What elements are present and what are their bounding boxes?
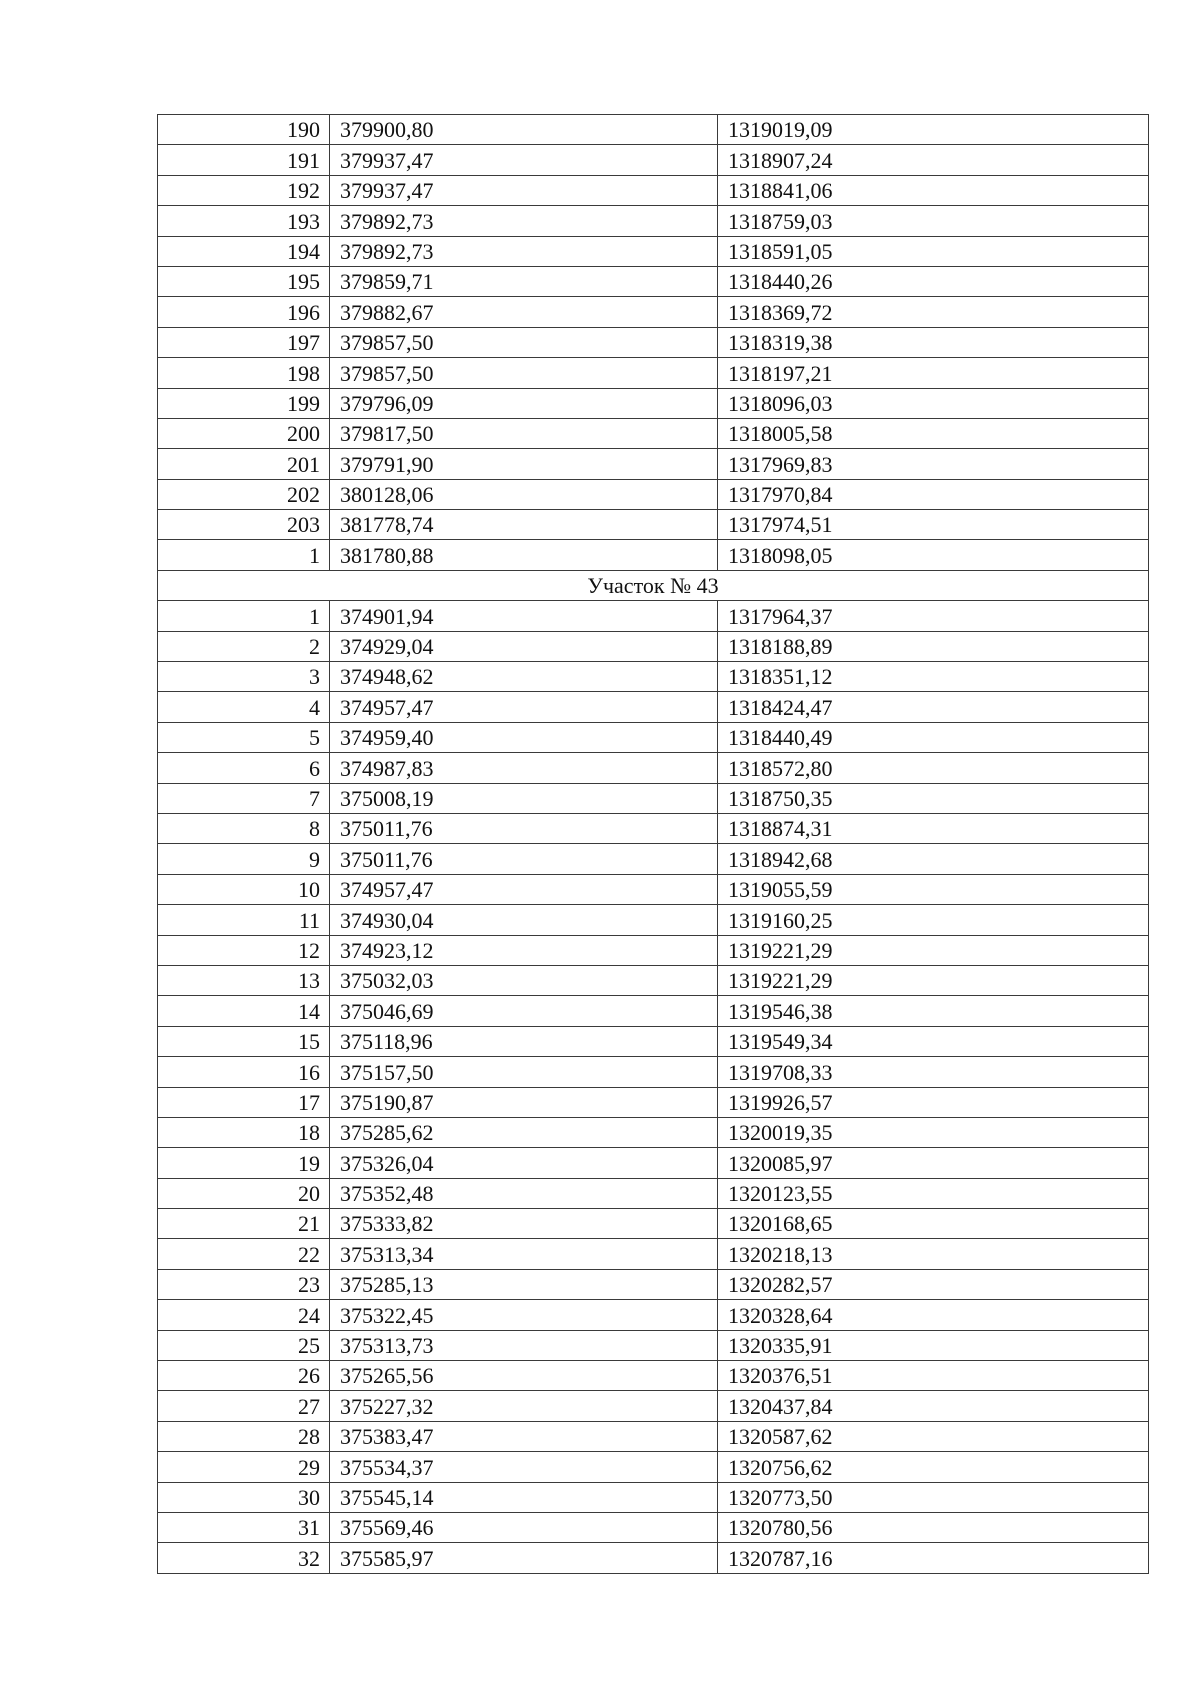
table-row — [158, 358, 1149, 388]
x-coordinate-cell: 374957,47 — [330, 692, 718, 722]
table-row — [158, 388, 1149, 418]
point-number-cell: 5 — [158, 722, 330, 752]
x-coordinate-cell: 374957,47 — [330, 874, 718, 904]
y-coordinate-cell: 1320437,84 — [718, 1391, 1149, 1421]
point-number-cell: 20 — [158, 1178, 330, 1208]
point-number-cell: 191 — [158, 145, 330, 175]
y-coordinate-cell: 1319708,33 — [718, 1057, 1149, 1087]
y-coordinate-cell: 1320282,57 — [718, 1269, 1149, 1299]
table-row — [158, 662, 1149, 692]
x-coordinate-cell: 374901,94 — [330, 601, 718, 631]
point-number-cell: 21 — [158, 1209, 330, 1239]
x-coordinate-cell: 379900,80 — [330, 115, 718, 145]
x-coordinate-cell: 375333,82 — [330, 1209, 718, 1239]
x-coordinate-cell: 375032,03 — [330, 965, 718, 995]
x-coordinate-cell: 374987,83 — [330, 753, 718, 783]
y-coordinate-cell: 1320085,97 — [718, 1148, 1149, 1178]
point-number-cell: 30 — [158, 1482, 330, 1512]
table-row — [158, 1361, 1149, 1391]
table-row — [158, 540, 1149, 570]
table-row — [158, 297, 1149, 327]
y-coordinate-cell: 1319221,29 — [718, 935, 1149, 965]
table-row — [158, 449, 1149, 479]
x-coordinate-cell: 374929,04 — [330, 631, 718, 661]
y-coordinate-cell: 1318591,05 — [718, 236, 1149, 266]
point-number-cell: 14 — [158, 996, 330, 1026]
x-coordinate-cell: 379892,73 — [330, 206, 718, 236]
point-number-cell: 10 — [158, 874, 330, 904]
point-number-cell: 190 — [158, 115, 330, 145]
y-coordinate-cell: 1317964,37 — [718, 601, 1149, 631]
y-coordinate-cell: 1318440,26 — [718, 266, 1149, 296]
point-number-cell: 9 — [158, 844, 330, 874]
y-coordinate-cell: 1320376,51 — [718, 1361, 1149, 1391]
point-number-cell: 24 — [158, 1300, 330, 1330]
y-coordinate-cell: 1319160,25 — [718, 905, 1149, 935]
x-coordinate-cell: 375190,87 — [330, 1087, 718, 1117]
x-coordinate-cell: 379882,67 — [330, 297, 718, 327]
point-number-cell: 195 — [158, 266, 330, 296]
table-row — [158, 479, 1149, 509]
point-number-cell: 22 — [158, 1239, 330, 1269]
table-row — [158, 1300, 1149, 1330]
point-number-cell: 12 — [158, 935, 330, 965]
table-row — [158, 1391, 1149, 1421]
table-row — [158, 145, 1149, 175]
x-coordinate-cell: 375285,62 — [330, 1117, 718, 1147]
x-coordinate-cell: 380128,06 — [330, 479, 718, 509]
table-row — [158, 813, 1149, 843]
section-header-row — [158, 570, 1149, 600]
point-number-cell: 1 — [158, 601, 330, 631]
y-coordinate-cell: 1319926,57 — [718, 1087, 1149, 1117]
table-row — [158, 722, 1149, 752]
y-coordinate-cell: 1319019,09 — [718, 115, 1149, 145]
y-coordinate-cell: 1318188,89 — [718, 631, 1149, 661]
coordinates-table-body — [158, 115, 1149, 1574]
y-coordinate-cell: 1320328,64 — [718, 1300, 1149, 1330]
table-row — [158, 266, 1149, 296]
point-number-cell: 31 — [158, 1512, 330, 1542]
x-coordinate-cell: 381780,88 — [330, 540, 718, 570]
y-coordinate-cell: 1317970,84 — [718, 479, 1149, 509]
point-number-cell: 194 — [158, 236, 330, 266]
point-number-cell: 19 — [158, 1148, 330, 1178]
y-coordinate-cell: 1318319,38 — [718, 327, 1149, 357]
table-row — [158, 844, 1149, 874]
table-row — [158, 753, 1149, 783]
x-coordinate-cell: 379857,50 — [330, 327, 718, 357]
point-number-cell: 2 — [158, 631, 330, 661]
table-row — [158, 236, 1149, 266]
point-number-cell: 8 — [158, 813, 330, 843]
x-coordinate-cell: 375322,45 — [330, 1300, 718, 1330]
y-coordinate-cell: 1320780,56 — [718, 1512, 1149, 1542]
point-number-cell: 6 — [158, 753, 330, 783]
y-coordinate-cell: 1317974,51 — [718, 510, 1149, 540]
point-number-cell: 3 — [158, 662, 330, 692]
table-row — [158, 175, 1149, 205]
x-coordinate-cell: 381778,74 — [330, 510, 718, 540]
table-row — [158, 783, 1149, 813]
x-coordinate-cell: 375157,50 — [330, 1057, 718, 1087]
point-number-cell: 198 — [158, 358, 330, 388]
table-row — [158, 996, 1149, 1026]
point-number-cell: 203 — [158, 510, 330, 540]
x-coordinate-cell: 375534,37 — [330, 1452, 718, 1482]
x-coordinate-cell: 379937,47 — [330, 175, 718, 205]
y-coordinate-cell: 1318942,68 — [718, 844, 1149, 874]
table-row — [158, 1209, 1149, 1239]
y-coordinate-cell: 1320168,65 — [718, 1209, 1149, 1239]
table-row — [158, 1512, 1149, 1542]
x-coordinate-cell: 374959,40 — [330, 722, 718, 752]
x-coordinate-cell: 379937,47 — [330, 145, 718, 175]
table-row — [158, 1148, 1149, 1178]
point-number-cell: 1 — [158, 540, 330, 570]
y-coordinate-cell: 1318907,24 — [718, 145, 1149, 175]
table-row — [158, 1452, 1149, 1482]
y-coordinate-cell: 1319055,59 — [718, 874, 1149, 904]
table-row — [158, 965, 1149, 995]
point-number-cell: 23 — [158, 1269, 330, 1299]
table-row — [158, 1421, 1149, 1451]
x-coordinate-cell: 379857,50 — [330, 358, 718, 388]
x-coordinate-cell: 374948,62 — [330, 662, 718, 692]
table-row — [158, 692, 1149, 722]
y-coordinate-cell: 1320756,62 — [718, 1452, 1149, 1482]
x-coordinate-cell: 375011,76 — [330, 844, 718, 874]
y-coordinate-cell: 1318572,80 — [718, 753, 1149, 783]
y-coordinate-cell: 1318750,35 — [718, 783, 1149, 813]
x-coordinate-cell: 375569,46 — [330, 1512, 718, 1542]
y-coordinate-cell: 1318424,47 — [718, 692, 1149, 722]
table-row — [158, 115, 1149, 145]
x-coordinate-cell: 379859,71 — [330, 266, 718, 296]
point-number-cell: 7 — [158, 783, 330, 813]
y-coordinate-cell: 1320019,35 — [718, 1117, 1149, 1147]
y-coordinate-cell: 1318005,58 — [718, 418, 1149, 448]
table-row — [158, 1482, 1149, 1512]
x-coordinate-cell: 375313,73 — [330, 1330, 718, 1360]
table-row — [158, 510, 1149, 540]
table-row — [158, 1269, 1149, 1299]
point-number-cell: 199 — [158, 388, 330, 418]
table-row — [158, 874, 1149, 904]
y-coordinate-cell: 1318841,06 — [718, 175, 1149, 205]
y-coordinate-cell: 1318351,12 — [718, 662, 1149, 692]
table-row — [158, 1117, 1149, 1147]
y-coordinate-cell: 1320123,55 — [718, 1178, 1149, 1208]
x-coordinate-cell: 375011,76 — [330, 813, 718, 843]
y-coordinate-cell: 1318098,05 — [718, 540, 1149, 570]
coordinates-table — [157, 114, 1149, 1574]
x-coordinate-cell: 375046,69 — [330, 996, 718, 1026]
x-coordinate-cell: 375326,04 — [330, 1148, 718, 1178]
point-number-cell: 193 — [158, 206, 330, 236]
table-row — [158, 327, 1149, 357]
point-number-cell: 29 — [158, 1452, 330, 1482]
y-coordinate-cell: 1318197,21 — [718, 358, 1149, 388]
point-number-cell: 17 — [158, 1087, 330, 1117]
x-coordinate-cell: 375118,96 — [330, 1026, 718, 1056]
table-row — [158, 1330, 1149, 1360]
table-row — [158, 631, 1149, 661]
point-number-cell: 202 — [158, 479, 330, 509]
x-coordinate-cell: 379817,50 — [330, 418, 718, 448]
x-coordinate-cell: 379892,73 — [330, 236, 718, 266]
table-row — [158, 1239, 1149, 1269]
point-number-cell: 201 — [158, 449, 330, 479]
x-coordinate-cell: 375285,13 — [330, 1269, 718, 1299]
y-coordinate-cell: 1318874,31 — [718, 813, 1149, 843]
y-coordinate-cell: 1320587,62 — [718, 1421, 1149, 1451]
table-row — [158, 1026, 1149, 1056]
point-number-cell: 200 — [158, 418, 330, 448]
point-number-cell: 18 — [158, 1117, 330, 1147]
point-number-cell: 26 — [158, 1361, 330, 1391]
y-coordinate-cell: 1319221,29 — [718, 965, 1149, 995]
table-row — [158, 1543, 1149, 1573]
point-number-cell: 4 — [158, 692, 330, 722]
x-coordinate-cell: 375008,19 — [330, 783, 718, 813]
point-number-cell: 15 — [158, 1026, 330, 1056]
y-coordinate-cell: 1319549,34 — [718, 1026, 1149, 1056]
point-number-cell: 197 — [158, 327, 330, 357]
point-number-cell: 11 — [158, 905, 330, 935]
point-number-cell: 28 — [158, 1421, 330, 1451]
x-coordinate-cell: 375313,34 — [330, 1239, 718, 1269]
point-number-cell: 25 — [158, 1330, 330, 1360]
point-number-cell: 16 — [158, 1057, 330, 1087]
table-row — [158, 1178, 1149, 1208]
point-number-cell: 13 — [158, 965, 330, 995]
y-coordinate-cell: 1320787,16 — [718, 1543, 1149, 1573]
point-number-cell: 196 — [158, 297, 330, 327]
table-row — [158, 1087, 1149, 1117]
y-coordinate-cell: 1320773,50 — [718, 1482, 1149, 1512]
table-row — [158, 935, 1149, 965]
point-number-cell: 27 — [158, 1391, 330, 1421]
section-title: Участок № 43 — [158, 570, 1149, 600]
x-coordinate-cell: 375265,56 — [330, 1361, 718, 1391]
table-row — [158, 418, 1149, 448]
x-coordinate-cell: 374930,04 — [330, 905, 718, 935]
x-coordinate-cell: 379791,90 — [330, 449, 718, 479]
y-coordinate-cell: 1320218,13 — [718, 1239, 1149, 1269]
y-coordinate-cell: 1318440,49 — [718, 722, 1149, 752]
x-coordinate-cell: 374923,12 — [330, 935, 718, 965]
y-coordinate-cell: 1318096,03 — [718, 388, 1149, 418]
x-coordinate-cell: 379796,09 — [330, 388, 718, 418]
x-coordinate-cell: 375383,47 — [330, 1421, 718, 1451]
x-coordinate-cell: 375585,97 — [330, 1543, 718, 1573]
x-coordinate-cell: 375545,14 — [330, 1482, 718, 1512]
x-coordinate-cell: 375227,32 — [330, 1391, 718, 1421]
point-number-cell: 32 — [158, 1543, 330, 1573]
y-coordinate-cell: 1318369,72 — [718, 297, 1149, 327]
y-coordinate-cell: 1320335,91 — [718, 1330, 1149, 1360]
point-number-cell: 192 — [158, 175, 330, 205]
y-coordinate-cell: 1317969,83 — [718, 449, 1149, 479]
y-coordinate-cell: 1318759,03 — [718, 206, 1149, 236]
y-coordinate-cell: 1319546,38 — [718, 996, 1149, 1026]
table-row — [158, 905, 1149, 935]
table-row — [158, 206, 1149, 236]
table-row — [158, 601, 1149, 631]
table-row — [158, 1057, 1149, 1087]
x-coordinate-cell: 375352,48 — [330, 1178, 718, 1208]
